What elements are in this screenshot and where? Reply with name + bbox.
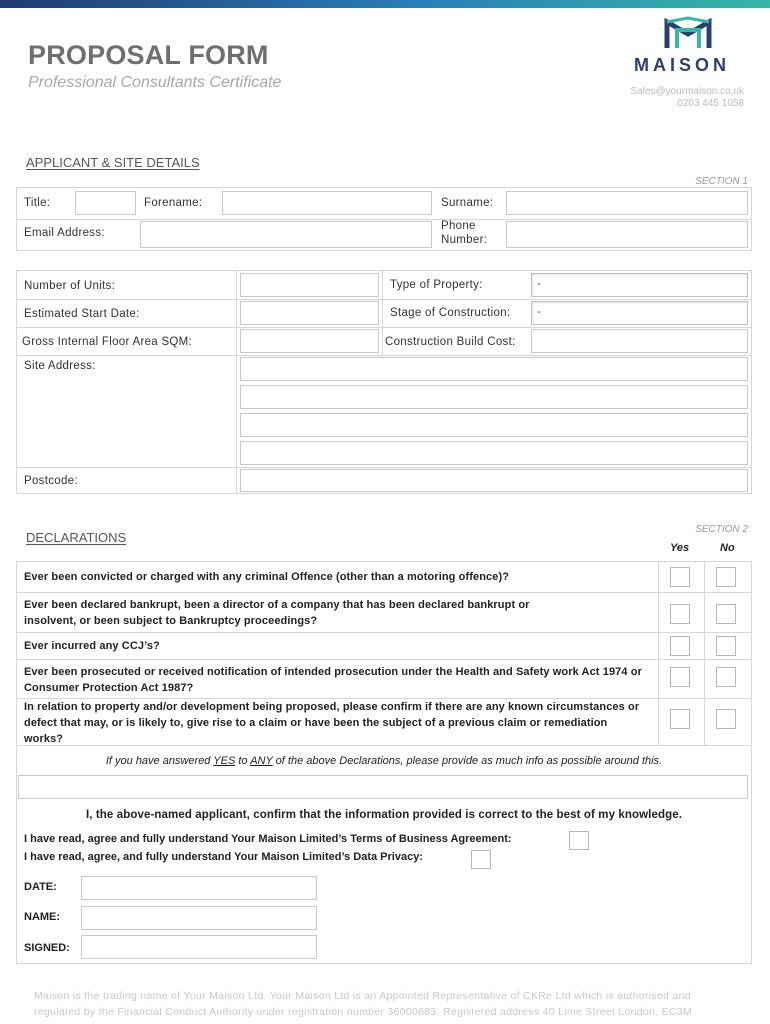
logo-wordmark: MAISON [634, 55, 730, 75]
terms-agreement-label: I have read, agree and fully understand Your Maison Limited’s Terms of Business Agreement: [24, 833, 512, 845]
site-address-line-1[interactable] [240, 357, 748, 381]
contact-phone: 0203 445 1058 [677, 98, 744, 109]
title-field[interactable] [75, 191, 136, 215]
property-type-select[interactable]: - [531, 273, 748, 297]
top-gradient-bar [0, 0, 770, 8]
section1-number: SECTION 1 [695, 176, 748, 187]
site-address-label: Site Address: [24, 360, 96, 372]
signed-label: SIGNED: [24, 942, 70, 954]
q2-yes-checkbox[interactable] [670, 604, 690, 624]
site-address-line-4[interactable] [240, 441, 748, 465]
q5-yes-checkbox[interactable] [670, 709, 690, 729]
date-field[interactable] [81, 876, 317, 900]
q1-yes-checkbox[interactable] [670, 567, 690, 587]
postcode-field[interactable] [240, 469, 748, 492]
forename-label: Forename: [144, 197, 203, 209]
forename-field[interactable] [222, 191, 432, 215]
start-date-label: Estimated Start Date: [24, 308, 140, 320]
site-address-line-3[interactable] [240, 413, 748, 437]
email-field[interactable] [140, 221, 432, 248]
declarations-info-field[interactable] [18, 775, 748, 799]
stage-select[interactable]: - [531, 301, 748, 325]
q1-no-checkbox[interactable] [716, 567, 736, 587]
section2-number: SECTION 2 [695, 524, 748, 535]
date-label: DATE: [24, 881, 57, 893]
no-header: No [720, 542, 735, 554]
contact-email[interactable]: Sales@yourmaison.co.uk [630, 86, 744, 97]
phone-field[interactable] [506, 221, 748, 248]
postcode-label: Postcode: [24, 475, 78, 487]
q3-yes-checkbox[interactable] [670, 636, 690, 656]
declaration-question-4: Ever been prosecuted or received notification of intended prosecution under the Health and Safety work Act 1974 or Consumer Protection Act 1987? [24, 666, 642, 694]
q5-no-checkbox[interactable] [716, 709, 736, 729]
site-address-line-2[interactable] [240, 385, 748, 409]
declaration-question-1: Ever been convicted or charged with any criminal Offence (other than a motoring offence)? [24, 571, 510, 583]
phone-label: Phone Number: [441, 220, 488, 246]
maison-logo [634, 16, 746, 76]
start-date-field[interactable] [240, 301, 379, 325]
stage-label: Stage of Construction: [390, 307, 511, 319]
q3-no-checkbox[interactable] [716, 636, 736, 656]
terms-agreement-checkbox[interactable] [569, 831, 589, 850]
section2-title: DECLARATIONS [26, 530, 127, 545]
property-type-label: Type of Property: [390, 279, 483, 291]
declaration-question-2: Ever been declared bankrupt, been a director of a company that has been declared bankrupt or insolvent, or been subject to Bankruptcy proceedings? [24, 599, 530, 627]
page-subtitle: Professional Consultants Certificate [28, 74, 282, 91]
units-label: Number of Units: [24, 280, 116, 292]
footer-disclaimer: Maison is the trading name of Your Maison Ltd. Your Maison Ltd is an Appointed Representative of CKRe Ltd which is authorised and regulated by the Financial Conduct Authority under registration number 36000683. Registered address 40 Lime Street London, EC3M [34, 990, 692, 1018]
gifa-field[interactable] [240, 329, 379, 353]
surname-label: Surname: [441, 197, 494, 209]
title-label: Title: [24, 197, 51, 209]
privacy-agreement-checkbox[interactable] [471, 850, 491, 869]
build-cost-label: Construction Build Cost: [385, 336, 516, 348]
yes-header: Yes [670, 542, 690, 554]
surname-field[interactable] [506, 191, 748, 215]
signature-field[interactable] [81, 935, 317, 959]
page-title: PROPOSAL FORM [28, 40, 269, 70]
declarations-note: If you have answered YES to ANY of the above Declarations, please provide as much info as possible around this. [105, 755, 663, 767]
units-field[interactable] [240, 273, 379, 297]
contact-block [630, 86, 744, 110]
declaration-question-5: In relation to property and/or development being proposed, please confirm if there are any known circumstances or defect that may, or is likely to, give rise to a claim or have been the subject of a previous claim or remediation works? [24, 701, 640, 745]
declaration-question-3: Ever incurred any CCJ’s? [24, 640, 160, 652]
email-label: Email Address: [24, 227, 105, 239]
q4-yes-checkbox[interactable] [670, 667, 690, 687]
build-cost-field[interactable] [531, 329, 748, 353]
q4-no-checkbox[interactable] [716, 667, 736, 687]
name-label: NAME: [24, 911, 61, 923]
q2-no-checkbox[interactable] [716, 604, 736, 624]
maison-logo-icon [663, 16, 713, 50]
gifa-label: Gross Internal Floor Area SQM: [22, 336, 193, 348]
name-field[interactable] [81, 906, 317, 930]
confirmation-statement: I, the above-named applicant, confirm that the information provided is correct to the best of my knowledge. [85, 809, 682, 821]
privacy-agreement-label: I have read, agree, and fully understand Your Maison Limited’s Data Privacy: [24, 851, 423, 863]
section1-title: APPLICANT & SITE DETAILS [26, 155, 200, 170]
